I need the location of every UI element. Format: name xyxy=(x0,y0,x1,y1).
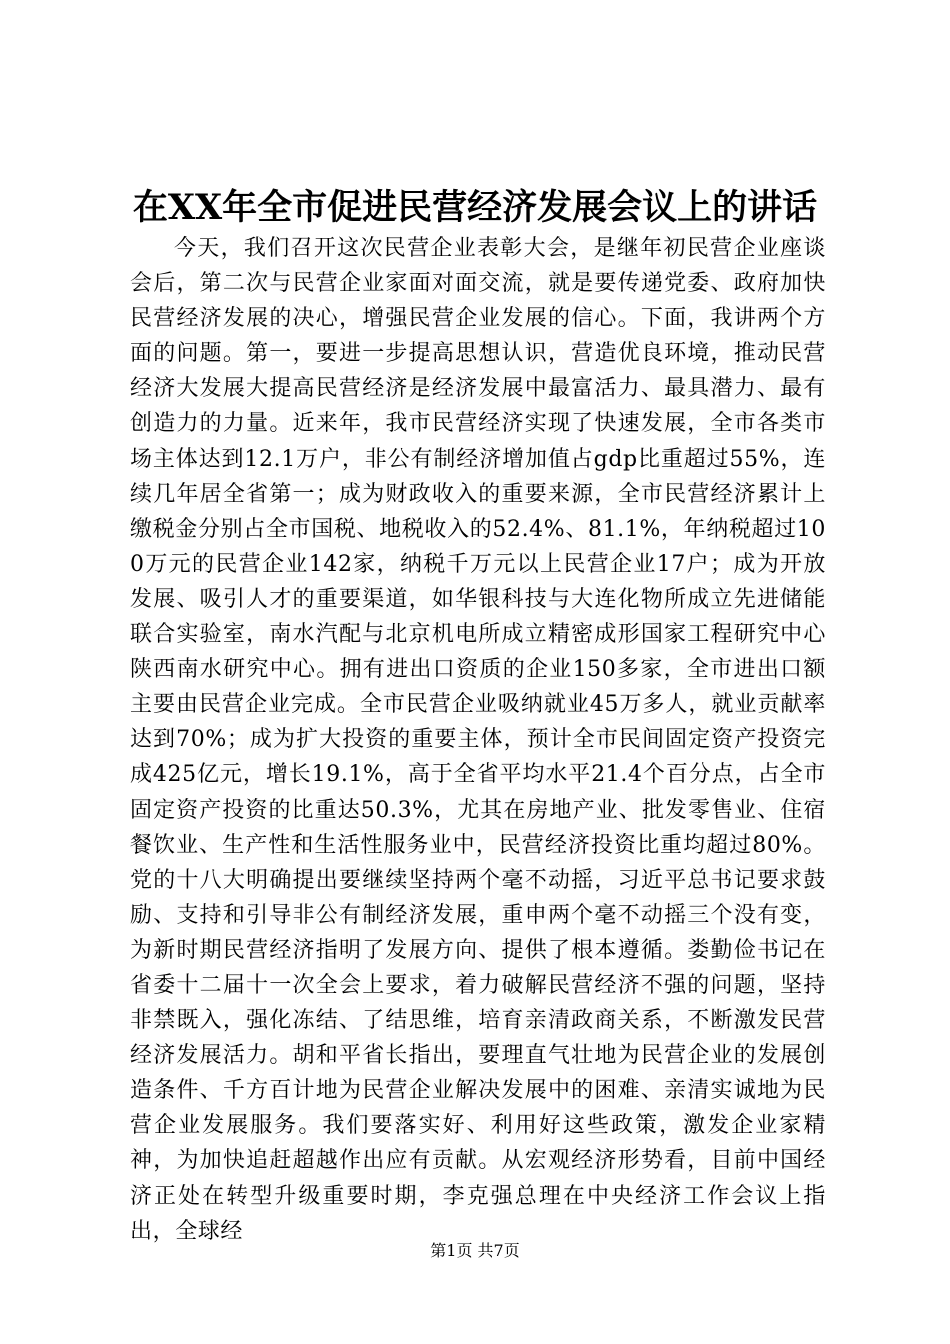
page-number: 第1页 共7页 xyxy=(430,1241,520,1260)
document-title: 在XX年全市促进民营经济发展会议上的讲话 xyxy=(132,187,818,228)
document-body-paragraph: 今天，我们召开这次民营企业表彰大会，是继年初民营企业座谈会后，第二次与民营企业家面对面交流，就是要传递党委、政府加快民营经济发展的决心，增强民营企业发展的信心。下面，我讲两个方面的问题。第一，要进一步提高思想认识，营造优良环境，推动民营经济大发展大提高民营经济是经济发展中最富活力、最具潜力、最有创造力的力量。近来年，我市民营经济实现了快速发展，全市各类市场主体达到12.1万户，非公有制经济增加值占gdp比重超过55%，连续几年居全省第一；成为财政收入的重要来源，全市民营经济累计上缴税金分别占全市国税、地税收入的52.4%、81.1%，年纳税超过100万元的民营企业142家，纳税千万元以上民营企业17户；成为开放发展、吸引人才的重要渠道，如华银科技与大连化物所成立先进储能联合实验室，南水汽配与北京机电所成立精密成形国家工程研究中心陕西南水研究中心。拥有进出口资质的企业150多家，全市进出口额主要由民营企业完成。全市民营企业吸纳就业45万多人，就业贡献率达到70%；成为扩大投资的重要主体，预计全市民间固定资产投资完成425亿元，增长19.1%，高于全省平均水平21.4个百分点，占全市固定资产投资的比重达50.3%，尤其在房地产业、批发零售业、住宿餐饮业、生产性和生活性服务业中，民营经济投资比重均超过80%。党的十八大明确提出要继续坚持两个毫不动摇，习近平总书记要求鼓励、支持和引导非公有制经济发展，重申两个毫不动摇三个没有变，为新时期民营经济指明了发展方向、提供了根本遵循。娄勤俭书记在省委十二届十一次全会上要求，着力破解民营经济不强的问题，坚持非禁既入，强化冻结、了结思维，培育亲清政商关系，不断激发民营经济发展活力。胡和平省长指出，要理直气壮地为民营企业的发展创造条件、千方百计地为民营企业解决发展中的困难、亲清实诚地为民营企业发展服务。我们要落实好、利用好这些政策，激发企业家精神，为加快追赶超越作出应有贡献。从宏观经济形势看，目前中国经济正处在转型升级重要时期，李克强总理在中央经济工作会议上指出，全球经 xyxy=(130,236,826,1244)
